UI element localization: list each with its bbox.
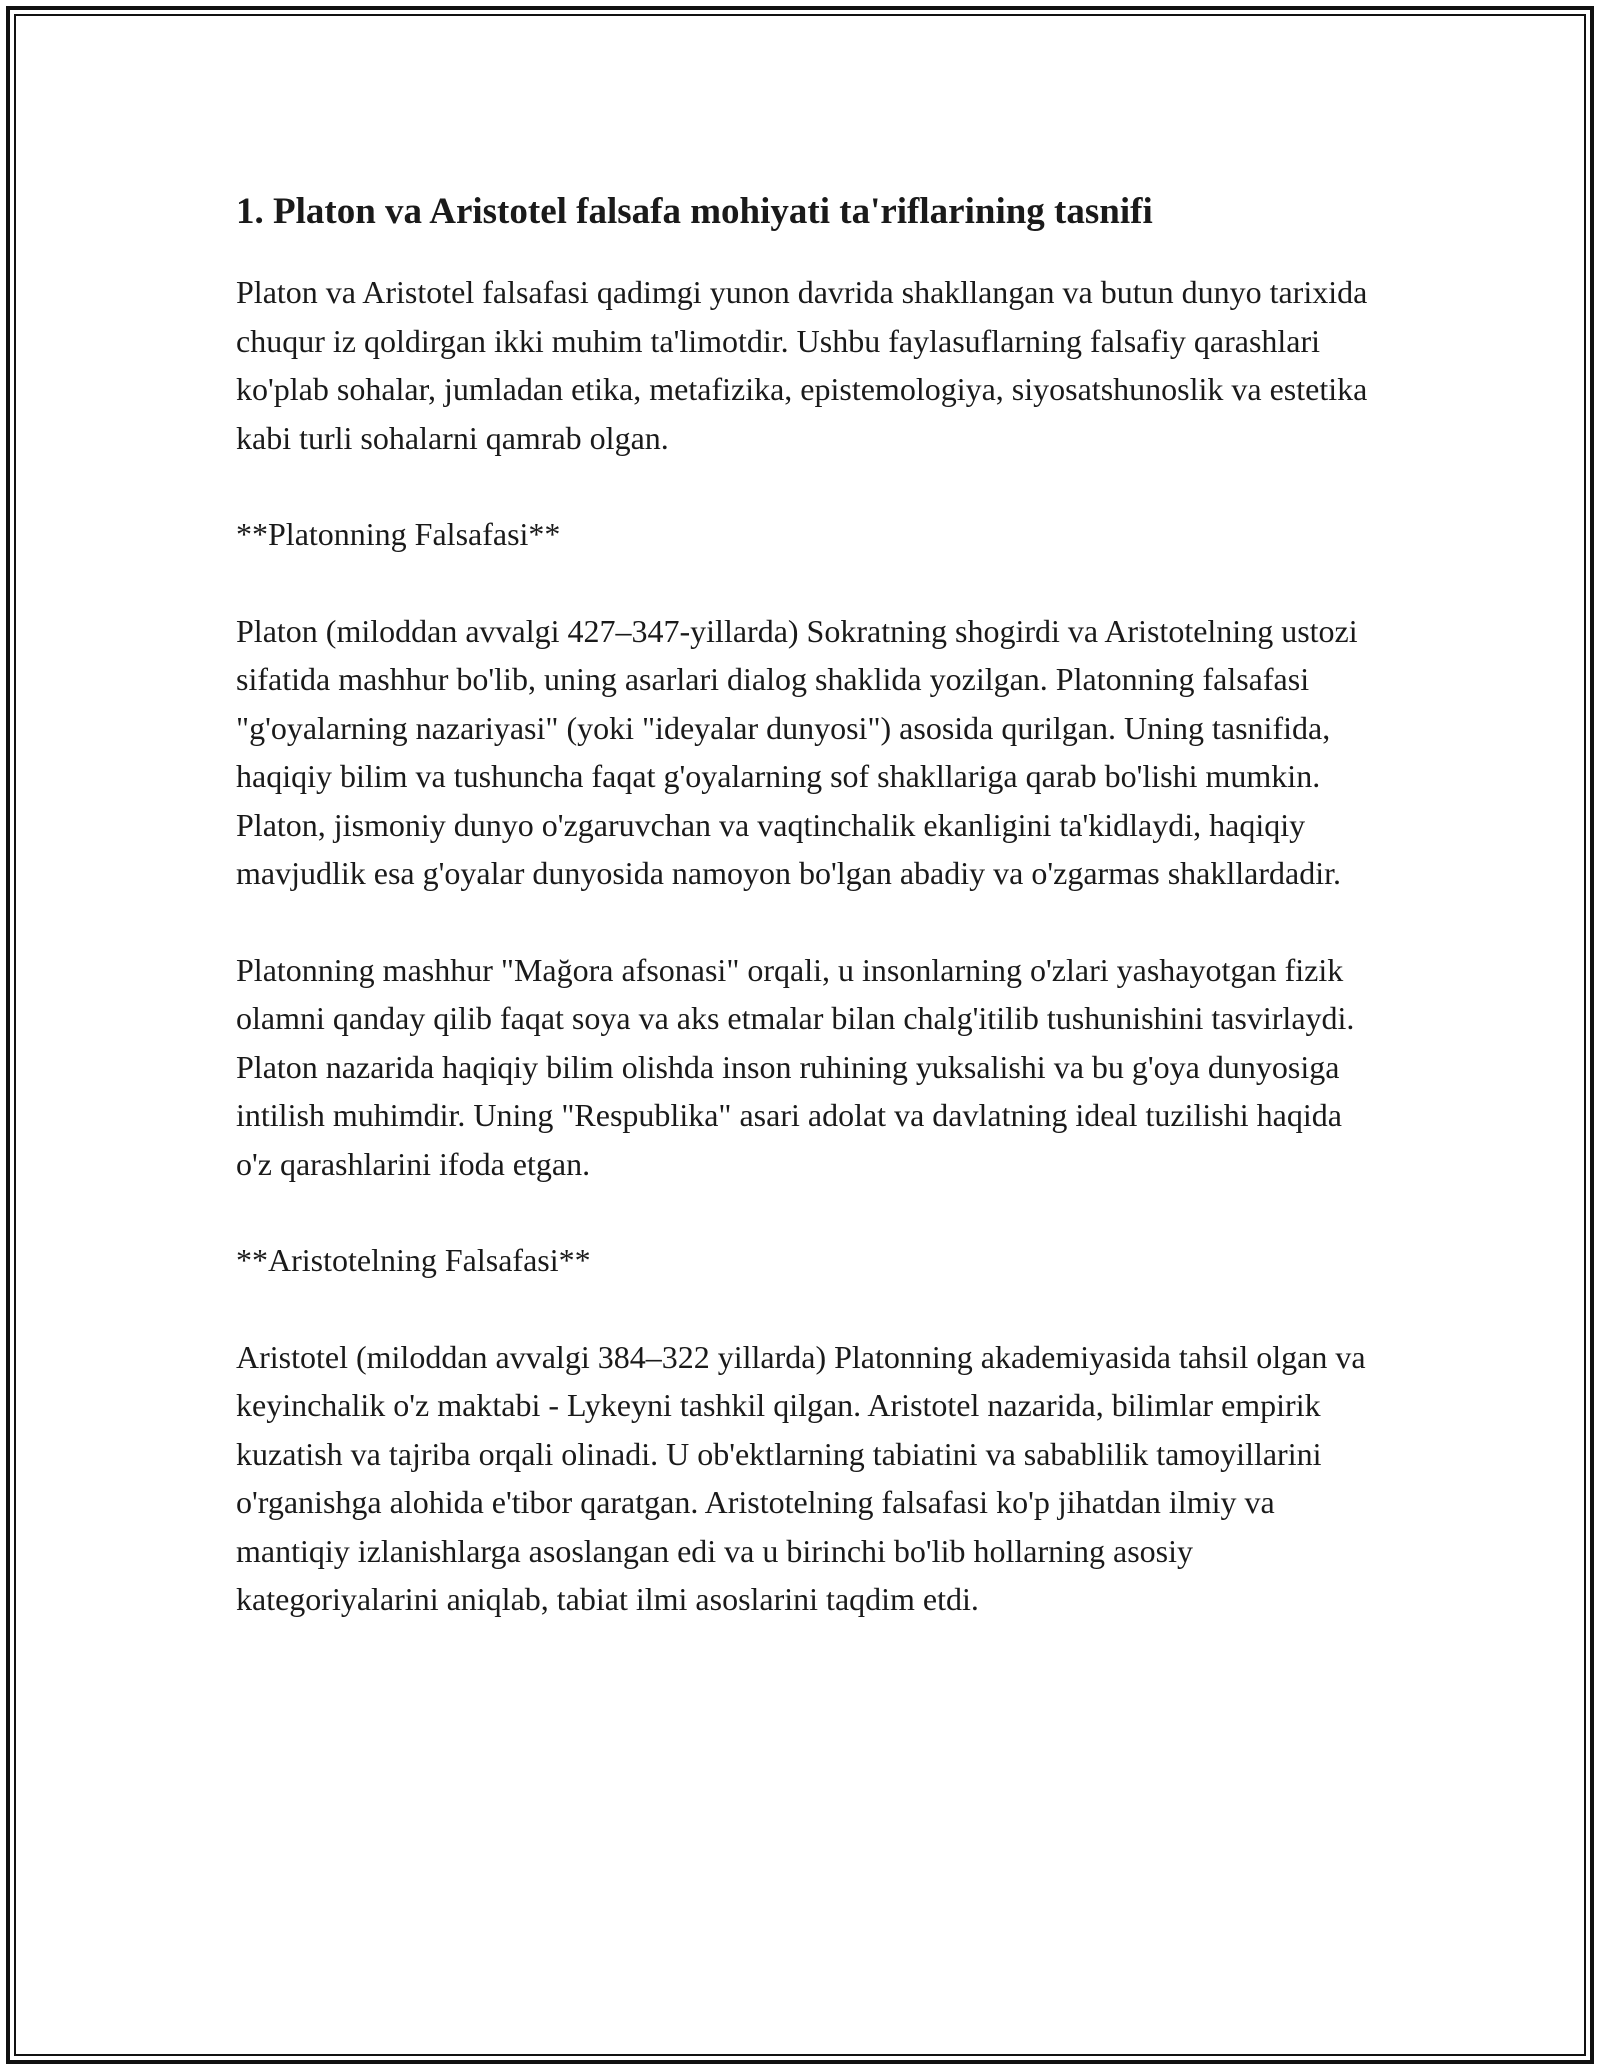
intro-paragraph: Platon va Aristotel falsafasi qadimgi yunon davrida shakllangan va butun dunyo tarixida chuqur iz qoldirgan ikki muhim ta'limotdir. Ushbu faylasuflarning falsafiy qarashlari ko'plab sohalar, jumladan etika, metafizika, epistemologiya, siyosatshunoslik va estetika kabi turli sohalarni qamrab olgan. — [236, 274, 1368, 456]
document-body — [236, 186, 1376, 1624]
cave-allegory-paragraph: Platonning mashhur "Mağora afsonasi" orqali, u insonlarning o'zlari yashayotgan fizik olamni qanday qilib faqat soya va aks etmalar bilan chalg'itilib tushunishini tasvirlaydi. Platon nazarida haqiqiy bilim olishda inson ruhining yuksalishi va bu g'oya dunyosiga intilish muhimdir. Uning "Respublika" asari adolat va davlatning ideal tuzilishi haqida o'z qarashlarini ifoda etgan. — [236, 951, 1355, 1182]
aristotel-section-heading: **Aristotelning Falsafasi** — [236, 1242, 591, 1278]
document-title: 1. Platon va Aristotel falsafa mohiyati ta'riflarining tasnifi — [236, 191, 1153, 232]
platon-paragraph: Platon (miloddan avvalgi 427–347-yillarda) Sokratning shogirdi va Aristotelning ustozi sifatida mashhur bo'lib, uning asarlari dialog shaklida yozilgan. Platonning falsafasi "g'oyalarning nazariyasi" (yoki "ideyalar dunyosi") asosida qurilgan. Uning tasnifida, haqiqiy bilim va tushuncha faqat g'oyalarning sof shakllariga qarab bo'lishi mumkin. Platon, jismoniy dunyo o'zgaruvchan va vaqtinchalik ekanligini ta'kidlaydi, haqiqiy mavjudlik esa g'oyalar dunyosida namoyon bo'lgan abadiy va o'zgarmas shakllardadir. — [236, 612, 1358, 891]
aristotel-paragraph: Aristotel (miloddan avvalgi 384–322 yillarda) Platonning akademiyasida tahsil olgan va keyinchalik o'z maktabi - Lykeyni tashkil qilgan. Aristotel nazarida, bilimlar empirik kuzatish va tajriba orqali olinadi. U ob'ektlarning tabiatini va sabablilik tamoyillarini o'rganishga alohida e'tibor qaratgan. Aristotelning falsafasi ko'p jihatdan ilmiy va mantiqiy izlanishlarga asoslangan edi va u birinchi bo'lib hollarning asosiy kategoriyalarini aniqlab, tabiat ilmi asoslarini taqdim etdi. — [236, 1338, 1366, 1617]
platon-section-heading: **Platonning Falsafasi** — [236, 516, 561, 552]
